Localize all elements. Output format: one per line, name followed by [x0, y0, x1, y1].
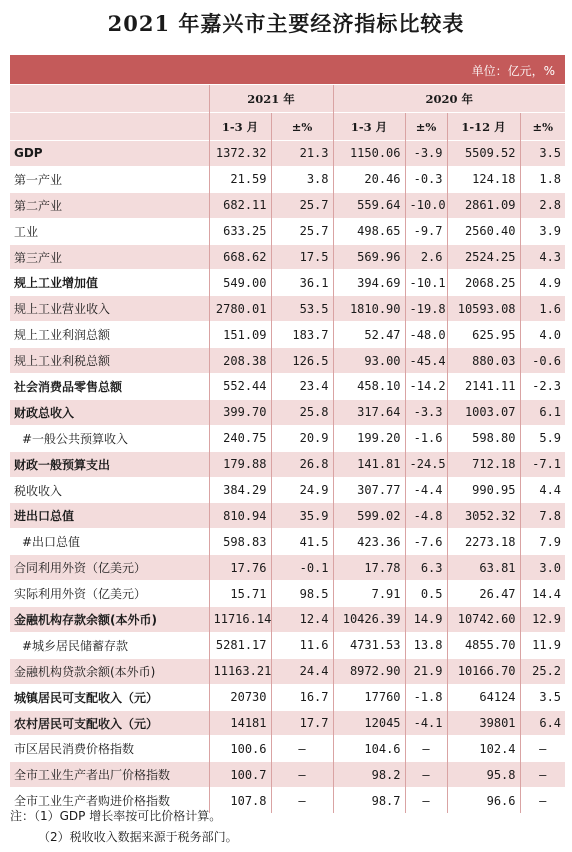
unit-bar	[10, 55, 565, 84]
change-cell: -2.3	[520, 374, 565, 400]
value-cell: 2141.11	[447, 374, 520, 400]
change-cell: —	[520, 788, 565, 813]
change-cell: 4.0	[520, 322, 565, 348]
change-cell: 14.9	[405, 607, 447, 633]
change-cell: 21.9	[405, 658, 447, 684]
value-cell: 1150.06	[333, 141, 405, 167]
value-cell: 552.44	[209, 374, 271, 400]
change-cell: -19.8	[405, 296, 447, 322]
change-cell: 4.9	[520, 270, 565, 296]
table-row	[10, 658, 565, 684]
row-label: #一般公共预算收入	[10, 425, 209, 451]
change-cell: 2.6	[405, 244, 447, 270]
table-row	[10, 348, 565, 374]
change-cell: -0.3	[405, 166, 447, 192]
header-period: 1-3 月	[209, 113, 271, 141]
change-cell: 24.4	[271, 658, 333, 684]
change-cell: -0.1	[271, 555, 333, 581]
change-cell: 126.5	[271, 348, 333, 374]
value-cell: 14181	[209, 710, 271, 736]
change-cell: 0.5	[405, 581, 447, 607]
table-row	[10, 762, 565, 788]
value-cell: 20.46	[333, 166, 405, 192]
value-cell: 2524.25	[447, 244, 520, 270]
change-cell: 3.5	[520, 141, 565, 167]
change-cell: -4.4	[405, 477, 447, 503]
value-cell: 2780.01	[209, 296, 271, 322]
row-label: 农村居民可支配收入（元）	[10, 710, 209, 736]
table-row	[10, 270, 565, 296]
table-row	[10, 503, 565, 529]
change-cell: 98.5	[271, 581, 333, 607]
change-cell: -9.7	[405, 218, 447, 244]
table-row	[10, 166, 565, 192]
value-cell: 96.6	[447, 788, 520, 813]
header-row-periods	[10, 113, 565, 141]
table-row	[10, 736, 565, 762]
row-label: 实际利用外资（亿美元）	[10, 581, 209, 607]
value-cell: 384.29	[209, 477, 271, 503]
value-cell: 95.8	[447, 762, 520, 788]
row-label: 城镇居民可支配收入（元）	[10, 684, 209, 710]
value-cell: 307.77	[333, 477, 405, 503]
change-cell: 11.9	[520, 632, 565, 658]
change-cell: 17.5	[271, 244, 333, 270]
row-label: 规上工业利润总额	[10, 322, 209, 348]
row-label: GDP	[10, 141, 209, 167]
change-cell: -3.3	[405, 399, 447, 425]
value-cell: 179.88	[209, 451, 271, 477]
row-label: #城乡居民储蓄存款	[10, 632, 209, 658]
row-label: 社会消费品零售总额	[10, 374, 209, 400]
row-label: 财政一般预算支出	[10, 451, 209, 477]
row-label: 金融机构贷款余额(本外币)	[10, 658, 209, 684]
change-cell: 6.1	[520, 399, 565, 425]
value-cell: 20730	[209, 684, 271, 710]
change-cell: 5.9	[520, 425, 565, 451]
row-label: 第二产业	[10, 192, 209, 218]
row-label: #出口总值	[10, 529, 209, 555]
footnote-1: 注：（1）GDP 增长率按可比价格计算。	[10, 809, 222, 823]
value-cell: 151.09	[209, 322, 271, 348]
value-cell: 98.2	[333, 762, 405, 788]
value-cell: 3052.32	[447, 503, 520, 529]
value-cell: 4855.70	[447, 632, 520, 658]
change-cell: 25.7	[271, 218, 333, 244]
table-row	[10, 477, 565, 503]
change-cell: 4.4	[520, 477, 565, 503]
change-cell: —	[520, 736, 565, 762]
value-cell: 208.38	[209, 348, 271, 374]
value-cell: 1810.90	[333, 296, 405, 322]
row-label: 规上工业利税总额	[10, 348, 209, 374]
change-cell: 3.5	[520, 684, 565, 710]
value-cell: 52.47	[333, 322, 405, 348]
change-cell: 12.9	[520, 607, 565, 633]
indicator-table	[10, 84, 565, 813]
header-period: 1-3 月	[333, 113, 405, 141]
change-cell: -0.6	[520, 348, 565, 374]
change-cell: 25.7	[271, 192, 333, 218]
change-cell: —	[271, 762, 333, 788]
change-cell: 26.8	[271, 451, 333, 477]
value-cell: 63.81	[447, 555, 520, 581]
header-change: ±%	[271, 113, 333, 141]
value-cell: 633.25	[209, 218, 271, 244]
value-cell: 549.00	[209, 270, 271, 296]
row-label: 全市工业生产者购进价格指数	[10, 788, 209, 813]
table-row	[10, 244, 565, 270]
value-cell: 240.75	[209, 425, 271, 451]
value-cell: 11716.14	[209, 607, 271, 633]
value-cell: 98.7	[333, 788, 405, 813]
value-cell: 317.64	[333, 399, 405, 425]
change-cell: 183.7	[271, 322, 333, 348]
value-cell: 12045	[333, 710, 405, 736]
value-cell: 682.11	[209, 192, 271, 218]
header-row-years	[10, 85, 565, 113]
value-cell: 399.70	[209, 399, 271, 425]
header-change: ±%	[520, 113, 565, 141]
row-label: 第三产业	[10, 244, 209, 270]
change-cell: 24.9	[271, 477, 333, 503]
table-row	[10, 322, 565, 348]
value-cell: 8972.90	[333, 658, 405, 684]
change-cell: -45.4	[405, 348, 447, 374]
value-cell: 498.65	[333, 218, 405, 244]
header-blank	[10, 113, 209, 141]
header-2021: 2021 年	[209, 85, 333, 113]
table-row	[10, 581, 565, 607]
table-row	[10, 218, 565, 244]
value-cell: 21.59	[209, 166, 271, 192]
value-cell: 990.95	[447, 477, 520, 503]
change-cell: 6.3	[405, 555, 447, 581]
change-cell: —	[405, 762, 447, 788]
value-cell: 15.71	[209, 581, 271, 607]
change-cell: 12.4	[271, 607, 333, 633]
change-cell: 17.7	[271, 710, 333, 736]
value-cell: 124.18	[447, 166, 520, 192]
value-cell: 810.94	[209, 503, 271, 529]
change-cell: 25.2	[520, 658, 565, 684]
change-cell: 25.8	[271, 399, 333, 425]
value-cell: 394.69	[333, 270, 405, 296]
change-cell: 41.5	[271, 529, 333, 555]
table-row	[10, 684, 565, 710]
change-cell: -48.0	[405, 322, 447, 348]
value-cell: 880.03	[447, 348, 520, 374]
value-cell: 100.6	[209, 736, 271, 762]
header-change: ±%	[405, 113, 447, 141]
value-cell: 5509.52	[447, 141, 520, 167]
change-cell: 36.1	[271, 270, 333, 296]
change-cell: 3.9	[520, 218, 565, 244]
change-cell: 7.8	[520, 503, 565, 529]
change-cell: —	[405, 736, 447, 762]
value-cell: 4731.53	[333, 632, 405, 658]
change-cell: —	[520, 762, 565, 788]
value-cell: 10426.39	[333, 607, 405, 633]
change-cell: -4.1	[405, 710, 447, 736]
value-cell: 17.76	[209, 555, 271, 581]
change-cell: -7.6	[405, 529, 447, 555]
value-cell: 2560.40	[447, 218, 520, 244]
value-cell: 423.36	[333, 529, 405, 555]
value-cell: 569.96	[333, 244, 405, 270]
value-cell: 17760	[333, 684, 405, 710]
value-cell: 26.47	[447, 581, 520, 607]
table-row	[10, 607, 565, 633]
table-row	[10, 529, 565, 555]
table-row	[10, 710, 565, 736]
change-cell: 14.4	[520, 581, 565, 607]
value-cell: 1372.32	[209, 141, 271, 167]
value-cell: 625.95	[447, 322, 520, 348]
value-cell: 17.78	[333, 555, 405, 581]
value-cell: 64124	[447, 684, 520, 710]
value-cell: 93.00	[333, 348, 405, 374]
change-cell: —	[271, 736, 333, 762]
row-label: 规上工业营业收入	[10, 296, 209, 322]
table-row	[10, 374, 565, 400]
change-cell: -4.8	[405, 503, 447, 529]
value-cell: 559.64	[333, 192, 405, 218]
row-label: 进出口总值	[10, 503, 209, 529]
value-cell: 668.62	[209, 244, 271, 270]
row-label: 税收收入	[10, 477, 209, 503]
table-row	[10, 425, 565, 451]
change-cell: -1.6	[405, 425, 447, 451]
value-cell: 7.91	[333, 581, 405, 607]
value-cell: 598.80	[447, 425, 520, 451]
value-cell: 458.10	[333, 374, 405, 400]
value-cell: 598.83	[209, 529, 271, 555]
change-cell: -24.5	[405, 451, 447, 477]
change-cell: —	[271, 788, 333, 813]
value-cell: 104.6	[333, 736, 405, 762]
header-blank	[10, 85, 209, 113]
table-row	[10, 296, 565, 322]
value-cell: 100.7	[209, 762, 271, 788]
table-row	[10, 192, 565, 218]
value-cell: 599.02	[333, 503, 405, 529]
header-period: 1-12 月	[447, 113, 520, 141]
unit-label: 单位：亿元，%	[471, 64, 555, 78]
value-cell: 141.81	[333, 451, 405, 477]
change-cell: 2.8	[520, 192, 565, 218]
change-cell: 53.5	[271, 296, 333, 322]
value-cell: 10593.08	[447, 296, 520, 322]
row-label: 规上工业增加值	[10, 270, 209, 296]
table-row	[10, 632, 565, 658]
change-cell: -14.2	[405, 374, 447, 400]
value-cell: 39801	[447, 710, 520, 736]
value-cell: 10742.60	[447, 607, 520, 633]
change-cell: -3.9	[405, 141, 447, 167]
value-cell: 2273.18	[447, 529, 520, 555]
change-cell: 23.4	[271, 374, 333, 400]
change-cell: 20.9	[271, 425, 333, 451]
page-title: 2021 年嘉兴市主要经济指标比较表	[107, 11, 465, 36]
change-cell: -10.1	[405, 270, 447, 296]
change-cell: 1.6	[520, 296, 565, 322]
value-cell: 5281.17	[209, 632, 271, 658]
value-cell: 2068.25	[447, 270, 520, 296]
table-row	[10, 141, 565, 167]
row-label: 市区居民消费价格指数	[10, 736, 209, 762]
table-row	[10, 451, 565, 477]
header-2020: 2020 年	[333, 85, 565, 113]
value-cell: 199.20	[333, 425, 405, 451]
change-cell: —	[405, 788, 447, 813]
row-label: 全市工业生产者出厂价格指数	[10, 762, 209, 788]
value-cell: 11163.21	[209, 658, 271, 684]
change-cell: 6.4	[520, 710, 565, 736]
change-cell: -7.1	[520, 451, 565, 477]
change-cell: 7.9	[520, 529, 565, 555]
value-cell: 102.4	[447, 736, 520, 762]
value-cell: 2861.09	[447, 192, 520, 218]
value-cell: 107.8	[209, 788, 271, 813]
row-label: 工业	[10, 218, 209, 244]
row-label: 金融机构存款余额(本外币)	[10, 607, 209, 633]
table-row	[10, 399, 565, 425]
footnote-2: （2）税收收入数据来源于税务部门。	[38, 830, 238, 844]
change-cell: 16.7	[271, 684, 333, 710]
change-cell: -10.0	[405, 192, 447, 218]
change-cell: 4.3	[520, 244, 565, 270]
value-cell: 712.18	[447, 451, 520, 477]
change-cell: -1.8	[405, 684, 447, 710]
change-cell: 1.8	[520, 166, 565, 192]
value-cell: 10166.70	[447, 658, 520, 684]
footnotes	[10, 806, 238, 848]
change-cell: 3.0	[520, 555, 565, 581]
change-cell: 35.9	[271, 503, 333, 529]
table-row	[10, 555, 565, 581]
change-cell: 11.6	[271, 632, 333, 658]
change-cell: 3.8	[271, 166, 333, 192]
row-label: 第一产业	[10, 166, 209, 192]
row-label: 合同利用外资（亿美元）	[10, 555, 209, 581]
change-cell: 13.8	[405, 632, 447, 658]
row-label: 财政总收入	[10, 399, 209, 425]
change-cell: 21.3	[271, 141, 333, 167]
value-cell: 1003.07	[447, 399, 520, 425]
